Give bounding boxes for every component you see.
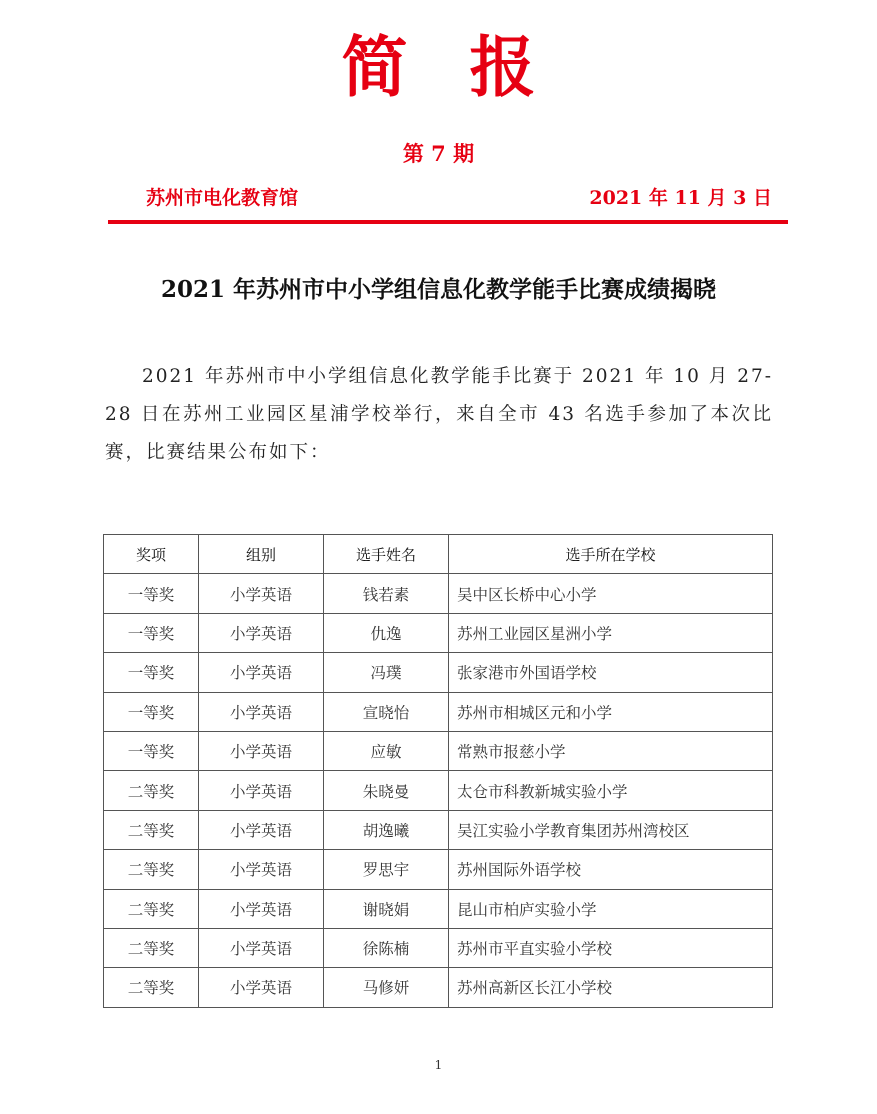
award-cell: 一等奖 [104,692,199,731]
school-cell: 苏州市平直实验小学校 [449,928,773,967]
name-cell: 应敏 [324,731,449,770]
name-cell: 马修妍 [324,968,449,1007]
table-row [104,731,773,770]
name-cell: 钱若素 [324,574,449,613]
group-cell: 小学英语 [199,968,324,1007]
school-cell: 苏州高新区长江小学校 [449,968,773,1007]
publish-date: 2021 年 11 月 3 日 [589,187,772,209]
name-cell: 徐陈楠 [324,928,449,967]
school-cell: 昆山市柏庐实验小学 [449,889,773,928]
award-cell: 二等奖 [104,810,199,849]
award-cell: 二等奖 [104,968,199,1007]
column-header-name: 选手姓名 [324,535,449,574]
article-intro: 2021 年苏州市中小学组信息化教学能手比赛于 2021 年 10 月 27-28 日在苏州工业园区星浦学校举行，来自全市 43 名选手参加了本次比赛，比赛结果公布如下： [105,366,773,463]
column-header-group: 组别 [199,535,324,574]
award-cell: 二等奖 [104,850,199,889]
award-cell: 二等奖 [104,928,199,967]
issue-number: 第 7 期 [402,141,475,166]
results-table [103,534,773,1008]
header-divider [108,220,788,224]
school-cell: 苏州市相城区元和小学 [449,692,773,731]
name-cell: 仇逸 [324,613,449,652]
group-cell: 小学英语 [199,653,324,692]
award-cell: 二等奖 [104,771,199,810]
column-header-award: 奖项 [104,535,199,574]
group-cell: 小学英语 [199,613,324,652]
table-row [104,692,773,731]
school-cell: 张家港市外国语学校 [449,653,773,692]
name-cell: 宣晓怡 [324,692,449,731]
award-cell: 一等奖 [104,574,199,613]
name-cell: 谢晓娟 [324,889,449,928]
table-row [104,928,773,967]
name-cell: 胡逸曦 [324,810,449,849]
bulletin-title: 简报 [341,29,598,106]
table-row [104,574,773,613]
table-row [104,968,773,1007]
publisher-name: 苏州市电化教育馆 [146,187,299,209]
award-cell: 一等奖 [104,731,199,770]
school-cell: 苏州工业园区星洲小学 [449,613,773,652]
table-row [104,889,773,928]
group-cell: 小学英语 [199,574,324,613]
group-cell: 小学英语 [199,889,324,928]
school-cell: 吴江实验小学教育集团苏州湾校区 [449,810,773,849]
award-cell: 一等奖 [104,653,199,692]
table-row [104,850,773,889]
table-row [104,810,773,849]
name-cell: 罗思宇 [324,850,449,889]
table-row [104,653,773,692]
school-cell: 苏州国际外语学校 [449,850,773,889]
article-headline: 2021 年苏州市中小学组信息化教学能手比赛成绩揭晓 [160,276,717,303]
column-header-school: 选手所在学校 [449,535,773,574]
group-cell: 小学英语 [199,928,324,967]
page-number: 1 [434,1058,443,1072]
school-cell: 常熟市报慈小学 [449,731,773,770]
group-cell: 小学英语 [199,771,324,810]
school-cell: 吴中区长桥中心小学 [449,574,773,613]
table-header-row [104,535,773,574]
group-cell: 小学英语 [199,810,324,849]
school-cell: 太仓市科教新城实验小学 [449,771,773,810]
group-cell: 小学英语 [199,850,324,889]
group-cell: 小学英语 [199,692,324,731]
award-cell: 二等奖 [104,889,199,928]
table-row [104,771,773,810]
results-table-body [104,574,773,1007]
name-cell: 冯璞 [324,653,449,692]
table-row [104,613,773,652]
name-cell: 朱晓曼 [324,771,449,810]
award-cell: 一等奖 [104,613,199,652]
group-cell: 小学英语 [199,731,324,770]
